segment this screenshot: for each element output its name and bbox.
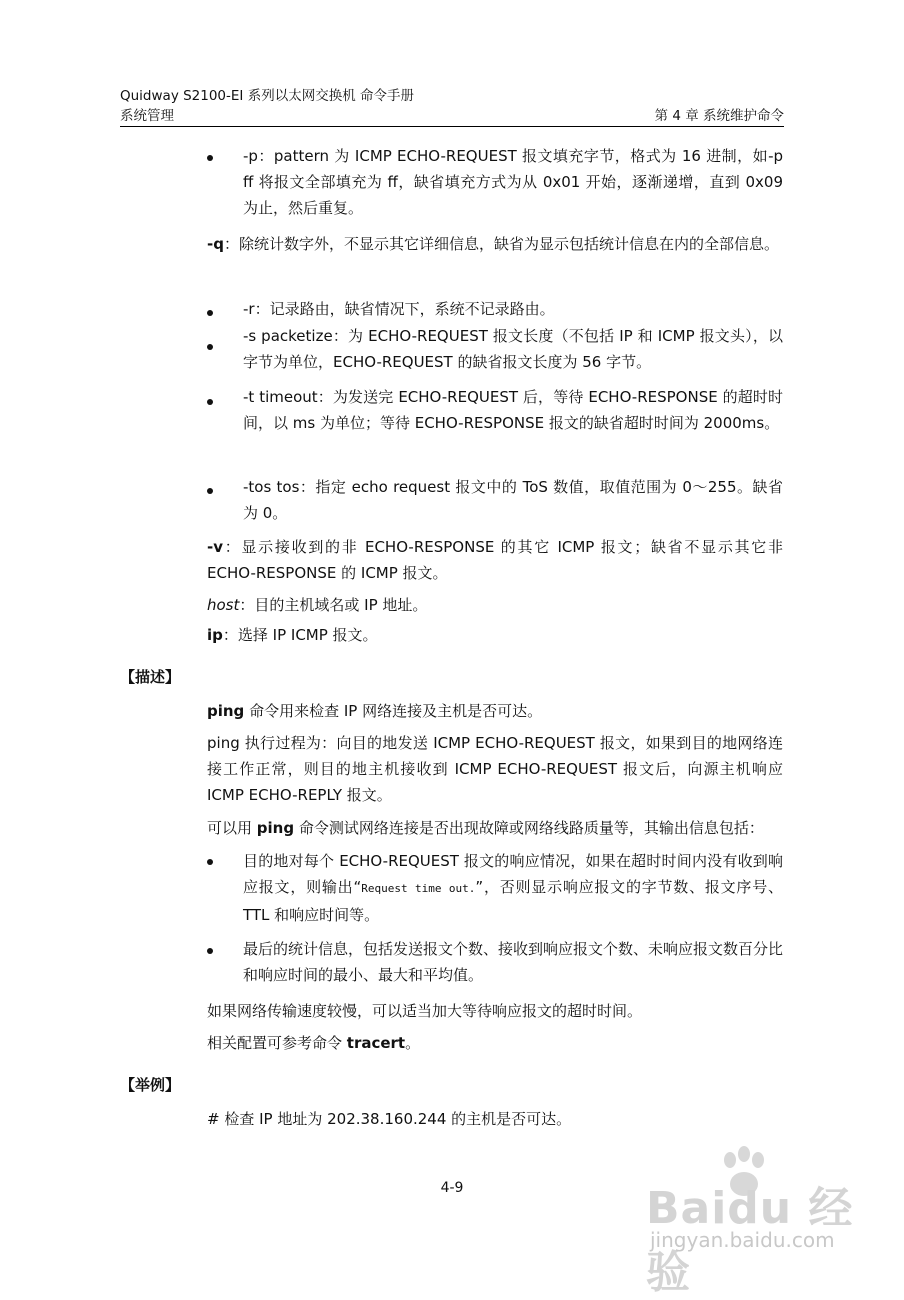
section-name: 系统管理 (120, 108, 174, 124)
desc-para-4: 如果网络传输速度较慢，可以适当加大等待响应报文的超时时间。 (207, 1002, 643, 1020)
bullet-icon (207, 948, 213, 954)
param-ip-key: ip (207, 626, 223, 644)
description-heading: 【描述】 (120, 668, 181, 686)
page-number: 4-9 (440, 1180, 464, 1196)
desc-para-1 (207, 698, 783, 724)
param-tos: -tos tos：指定 echo request 报文中的 ToS 数值，取值范围为 0～255。缺省为 0。 (243, 478, 783, 522)
desc-bullet-2: 最后的统计信息，包括发送报文个数、接收到响应报文个数、未响应报文数百分比和响应时间的最小、最大和平均值。 (243, 940, 784, 984)
param-q-key: -q (207, 235, 224, 253)
bullet-icon (207, 859, 213, 865)
param-host-key: host (207, 596, 240, 614)
desc-para-5-pre: 相关配置可参考命令 (207, 1034, 347, 1052)
param-r: -r：记录路由，缺省情况下，系统不记录路由。 (243, 300, 555, 318)
param-q-text: ：除统计数字外，不显示其它详细信息，缺省为显示包括统计信息在内的全部信息。 (223, 235, 779, 253)
desc-bullet-1 (243, 848, 783, 928)
desc-para-5-post: 。 (405, 1034, 421, 1052)
desc-bullet-1-post: ”，否则显示响应报文的字节数、报文序号、TTL 和响应时间等。 (243, 878, 783, 924)
param-t: -t timeout：为发送完 ECHO-REQUEST 后，等待 ECHO-RESPONSE 的超时时间，以 ms 为单位；等待 ECHO-RESPONSE 报文的缺省超时时间为 2000ms。 (243, 388, 783, 432)
example-heading: 【举例】 (120, 1076, 181, 1094)
cmd-ping: ping (256, 819, 295, 837)
param-host-text: ：目的主机域名或 IP 地址。 (239, 596, 428, 614)
param-v-text: ：显示接收到的非 ECHO-RESPONSE 的其它 ICMP 报文；缺省不显示其它非 ECHO-RESPONSE 的 ICMP 报文。 (207, 538, 783, 582)
chapter-name: 第 4 章 系统维护命令 (654, 108, 784, 124)
param-v (207, 534, 783, 586)
bullet-icon (207, 155, 213, 161)
example-line: # 检查 IP 地址为 202.38.160.244 的主机是否可达。 (207, 1110, 572, 1128)
watermark (640, 1146, 890, 1298)
cmd-ping: ping (207, 702, 245, 720)
param-host (207, 592, 783, 618)
desc-para-3-pre: 可以用 (207, 819, 257, 837)
desc-para-3 (207, 815, 783, 841)
param-v-key: -v (207, 538, 224, 556)
param-ip-text: ：选择 IP ICMP 报文。 (222, 626, 378, 644)
watermark-url: jingyan.baidu.com (650, 1228, 835, 1252)
param-s: -s packetize：为 ECHO-REQUEST 报文长度（不包括 IP 和 ICMP 报文头），以字节为单位，ECHO-REQUEST 的缺省报文长度为 56 字节。 (243, 327, 783, 371)
bullet-icon (207, 399, 213, 405)
cmd-tracert: tracert (346, 1034, 406, 1052)
desc-para-5 (207, 1030, 783, 1056)
header-divider (120, 126, 784, 127)
bullet-icon (207, 344, 213, 350)
doc-title: Quidway S2100-EI 系列以太网交换机 命令手册 (120, 88, 414, 104)
desc-para-3-post: 命令测试网络连接是否出现故障或网络线路质量等，其输出信息包括： (294, 819, 764, 837)
bullet-icon (207, 310, 213, 316)
desc-para-2: ping 执行过程为：向目的地发送 ICMP ECHO-REQUEST 报文，如果到目的地网络连接工作正常，则目的地主机接收到 ICMP ECHO-REQUEST 报文后，向源主机响应 ICMP ECHO-REPLY 报文。 (207, 734, 783, 804)
param-p: -p：pattern 为 ICMP ECHO-REQUEST 报文填充字节，格式为 16 进制，如-p ff 将报文全部填充为 ff，缺省填充方式为从 0x01 开始，逐渐递增，直到 0x09 为止，然后重复。 (243, 147, 783, 217)
timeout-message: Request time out. (361, 882, 476, 895)
param-q (207, 231, 783, 257)
watermark-brand: Baidu 经验 (646, 1183, 854, 1298)
desc-bullet-1-pre: 目的地对每个 ECHO-REQUEST 报文的响应情况，如果在超时时间内没有收到响应报文，则输出“ (243, 852, 783, 896)
bullet-icon (207, 488, 213, 494)
desc-para-1-text: 命令用来检查 IP 网络连接及主机是否可达。 (244, 702, 543, 720)
param-ip (207, 622, 783, 648)
